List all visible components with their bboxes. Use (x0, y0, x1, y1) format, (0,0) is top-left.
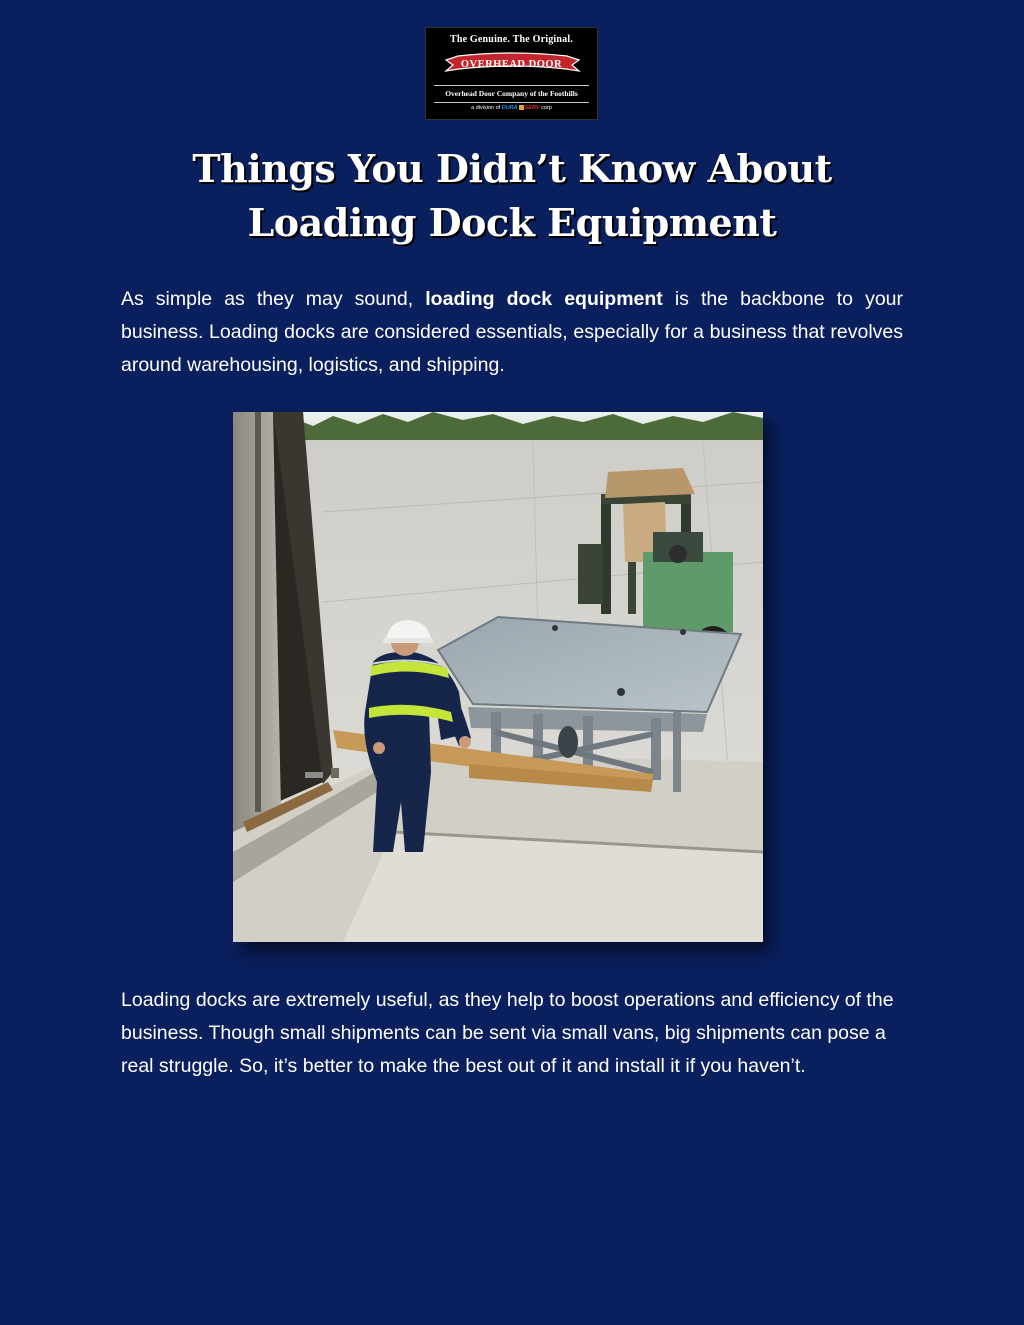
body-paragraph: Loading docks are extremely useful, as they help to boost operations and efficiency of the business. Though small shipments can be sent via small vans, big shipments can pose a real struggle. So, it’s better to make the best out of it and install it if you haven’t. (121, 989, 894, 1077)
logo-division-line (426, 105, 597, 111)
intro-text-before: As simple as they may sound, (121, 288, 426, 310)
title-line-1: Things You Didn’t Know About (192, 146, 832, 191)
title-line-2: Loading Dock Equipment (247, 200, 777, 245)
dock-equipment-photo (233, 412, 763, 942)
page-title (100, 142, 924, 250)
logo-division-prefix: a division of (471, 105, 501, 111)
logo-company-name: Overhead Door Company of the Foothills (445, 89, 578, 98)
logo-divider (434, 102, 589, 103)
logo-division-brand-1: DURA (501, 105, 518, 111)
logo-division-bar-icon (519, 105, 524, 110)
intro-bold-keyword: loading dock equipment (425, 288, 663, 310)
intro-paragraph (121, 283, 903, 382)
forklift-dock-leveler-photo (233, 412, 763, 942)
logo-tagline: The Genuine. The Original. (449, 34, 574, 45)
logo-banner-text: OVERHEAD DOOR (460, 59, 563, 70)
logo-division-suffix: corp (541, 105, 552, 111)
logo-division-brand-2: SERV (524, 105, 540, 111)
intro-text-after: is the backbone to your business. Loading docks are considered essentials, especially for a business that revolves around warehousing, logistics, and shipping. (121, 288, 904, 376)
logo-divider (434, 85, 589, 86)
company-logo (425, 27, 598, 120)
